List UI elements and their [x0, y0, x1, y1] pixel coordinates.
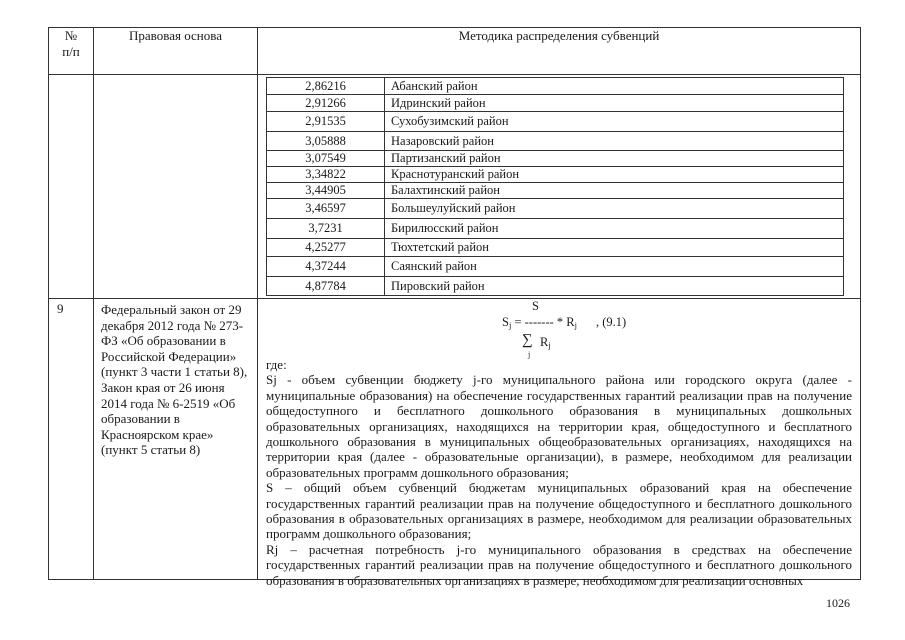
coefficient-value: 2,86216 — [267, 78, 385, 95]
table-header-row — [49, 28, 861, 75]
header-methodology: Методика распределения субвенций — [258, 28, 861, 75]
coefficient-value: 3,44905 — [267, 183, 385, 199]
coefficient-value: 3,05888 — [267, 132, 385, 151]
subvention-table — [48, 27, 861, 588]
district-name: Сухобузимский район — [385, 112, 844, 132]
coefficient-row — [267, 277, 844, 296]
page-number: 1026 — [826, 596, 850, 610]
coefficient-row — [267, 78, 844, 95]
coefficient-value: 3,46597 — [267, 199, 385, 219]
district-name: Пировский район — [385, 277, 844, 296]
district-name: Тюхтетский район — [385, 239, 844, 257]
header-legal-basis: Правовая основа — [94, 28, 258, 75]
coefficient-row — [267, 95, 844, 112]
coefficient-row — [267, 183, 844, 199]
coefficient-value: 4,37244 — [267, 257, 385, 277]
formula-label: , (9.1) — [596, 315, 627, 329]
coefficient-value: 4,87784 — [267, 277, 385, 296]
coefficient-value: 4,25277 — [267, 239, 385, 257]
coefficient-row — [267, 199, 844, 219]
coefficient-value: 2,91535 — [267, 112, 385, 132]
coefficient-value: 3,07549 — [267, 151, 385, 167]
district-name: Большеулуйский район — [385, 199, 844, 219]
district-name: Бирилюсский район — [385, 219, 844, 239]
cell-methodology — [258, 299, 861, 588]
district-name: Абанский район — [385, 78, 844, 95]
cell-empty-legal — [94, 75, 258, 299]
coefficient-row — [267, 167, 844, 183]
coefficient-row — [267, 257, 844, 277]
formula-denominator: $R_j$ — [540, 335, 551, 350]
coefficient-row — [267, 132, 844, 151]
coefficient-row — [267, 219, 844, 239]
coefficient-row — [267, 151, 844, 167]
sum-symbol: ∑ — [522, 332, 533, 348]
coefficient-row — [267, 112, 844, 132]
formula-numerator: S — [532, 299, 539, 313]
legal-basis-text: Федеральный закон от 29 декабря 2012 года № 273-ФЗ «Об образовании в Российской Федерации» (пункт 3 части 1 статьи 8), Закон края от 26 июня 2014 года № 6-2519 «Об образовании в Красноярском крае» (пункт 5 статьи 8) — [101, 302, 248, 458]
table-row-continuation — [49, 75, 861, 299]
paragraph: Sj - объем субвенции бюджету j-го муниципального района или городского округа (далее - муниципальные образования) на обеспечение государственных гарантий реализации прав на получение общедоступного и бесплатного дошкольного образования в муниципальных дошкольных образовательных организациях, находящихся на территории края, общедоступного и бесплатного дошкольного образования в муниципальных общеобразовательных организациях, находящихся на территории края (далее - образовательные организации), в размере, необходимом для реализации образовательных программ дошкольного образования; — [266, 372, 852, 480]
district-name: Балахтинский район — [385, 183, 844, 199]
coefficient-value: 2,91266 — [267, 95, 385, 112]
coefficient-value: 3,34822 — [267, 167, 385, 183]
paragraph: Rj – расчетная потребность j-го муниципального образования в средствах на обеспечение государственных гарантий реализации прав на получение общедоступного и бесплатного дошкольного образования в образовательных организациях в размере, необходимом для реализации основных — [266, 541, 852, 588]
formula-lhs: $S_j$ = ------- * $R_j$ — [502, 315, 577, 330]
cell-legal-basis — [94, 299, 258, 580]
row-number: 9 — [49, 299, 94, 580]
methodology-text — [266, 357, 852, 588]
district-name: Саянский район — [385, 257, 844, 277]
header-number: № п/п — [49, 28, 94, 75]
sum-index: j — [528, 350, 531, 359]
district-name: Краснотуранский район — [385, 167, 844, 183]
district-name: Назаровский район — [385, 132, 844, 151]
cell-empty-number — [49, 75, 94, 299]
coefficient-table — [266, 77, 844, 296]
coefficient-value: 3,7231 — [267, 219, 385, 239]
district-name: Партизанский район — [385, 151, 844, 167]
paragraph: S – общий объем субвенций бюджетам муниципальных образований края на обеспечение государственных гарантий реализации прав на получение общедоступного и бесплатного дошкольного образования в образовательных организациях в размере, необходимом для реализации образовательных программ дошкольного образования; — [266, 480, 852, 542]
formula-9-1 — [258, 299, 860, 361]
paragraph: где: — [266, 357, 287, 372]
coefficient-row — [267, 239, 844, 257]
cell-coefficients — [258, 75, 861, 299]
district-name: Идринский район — [385, 95, 844, 112]
table-row-9 — [49, 299, 861, 580]
